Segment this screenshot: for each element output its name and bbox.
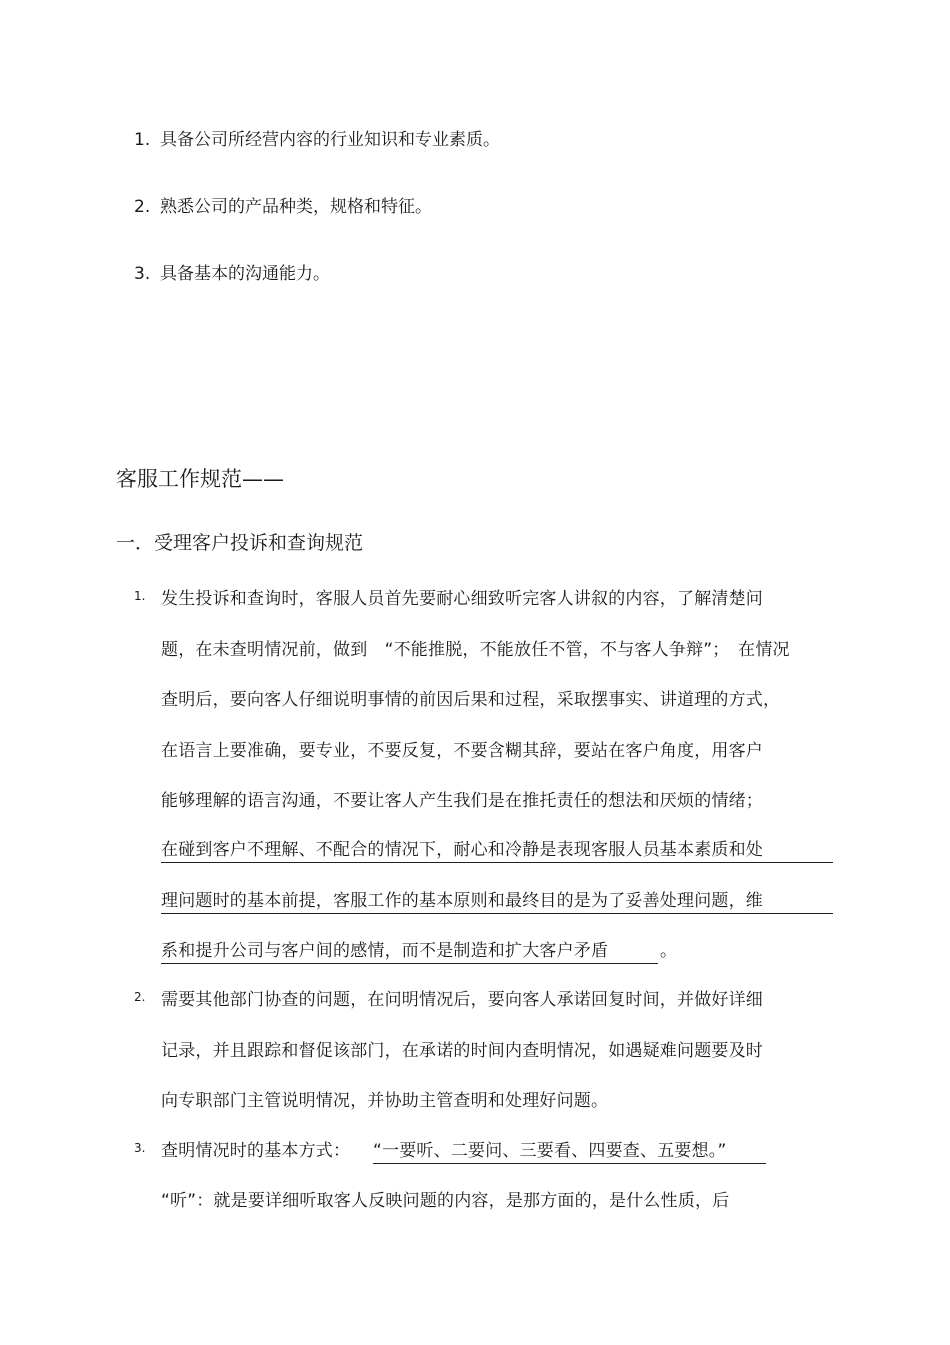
paragraph-line: 能够理解的语言沟通，不要让客人产生我们是在推托责任的想法和厌烦的情绪； xyxy=(161,791,763,811)
requirement-item xyxy=(134,192,432,217)
paragraph-line: 查明后，要向客人仔细说明事情的前因后果和过程，采取摆事实、讲道理的方式， xyxy=(161,690,781,710)
section-title: 客服工作规范—— xyxy=(116,467,284,491)
subsection-title: 一．受理客户投诉和查询规范 xyxy=(116,532,364,554)
underlined-line xyxy=(373,1136,766,1164)
requirement-item xyxy=(134,259,330,284)
paragraph-line: “听”：就是要详细听取客人反映问题的内容，是那方面的，是什么性质，后 xyxy=(161,1191,730,1211)
paragraph-line: 需要其他部门协查的问题，在问明情况后，要向客人承诺回复时间，并做好详细 xyxy=(161,990,763,1010)
underlined-text: 在碰到客户不理解、不配合的情况下，耐心和冷静是表现客服人员基本素质和处 xyxy=(161,840,763,860)
list-number: 2. xyxy=(134,197,151,217)
requirement-item xyxy=(134,125,500,150)
requirement-text: 具备公司所经营内容的行业知识和专业素质。 xyxy=(160,130,500,150)
paragraph-line: 题，在未查明情况前，做到 “不能推脱，不能放任不管，不与客人争辩”； 在情况 xyxy=(161,640,790,660)
item-number: 1. xyxy=(134,589,146,603)
requirement-text: 具备基本的沟通能力。 xyxy=(160,264,330,284)
list-number: 1. xyxy=(134,130,151,150)
method-label: 查明情况时的基本方式： xyxy=(161,1141,351,1161)
list-number: 3. xyxy=(134,264,151,284)
end-mark: 。 xyxy=(660,941,678,961)
method-quote: “一要听、二要问、三要看、四要查、五要想。” xyxy=(373,1141,727,1161)
paragraph-line: 向专职部门主管说明情况，并协助主管查明和处理好问题。 xyxy=(161,1091,609,1111)
item-number: 3. xyxy=(134,1141,146,1155)
underlined-line xyxy=(161,886,833,914)
underlined-line xyxy=(161,936,658,964)
requirement-text: 熟悉公司的产品种类，规格和特征。 xyxy=(160,197,432,217)
paragraph-line: 记录，并且跟踪和督促该部门，在承诺的时间内查明情况，如遇疑难问题要及时 xyxy=(161,1041,763,1061)
paragraph-line: 发生投诉和查询时，客服人员首先要耐心细致听完客人讲叙的内容，了解清楚问 xyxy=(161,589,763,609)
item-number: 2. xyxy=(134,990,146,1004)
underlined-text: 系和提升公司与客户间的感情，而不是制造和扩大客户矛盾 xyxy=(161,941,609,961)
underlined-line xyxy=(161,835,833,863)
paragraph-line: 在语言上要准确，要专业，不要反复，不要含糊其辞，要站在客户角度，用客户 xyxy=(161,741,763,761)
underlined-text: 理问题时的基本前提，客服工作的基本原则和最终目的是为了妥善处理问题，维 xyxy=(161,891,763,911)
